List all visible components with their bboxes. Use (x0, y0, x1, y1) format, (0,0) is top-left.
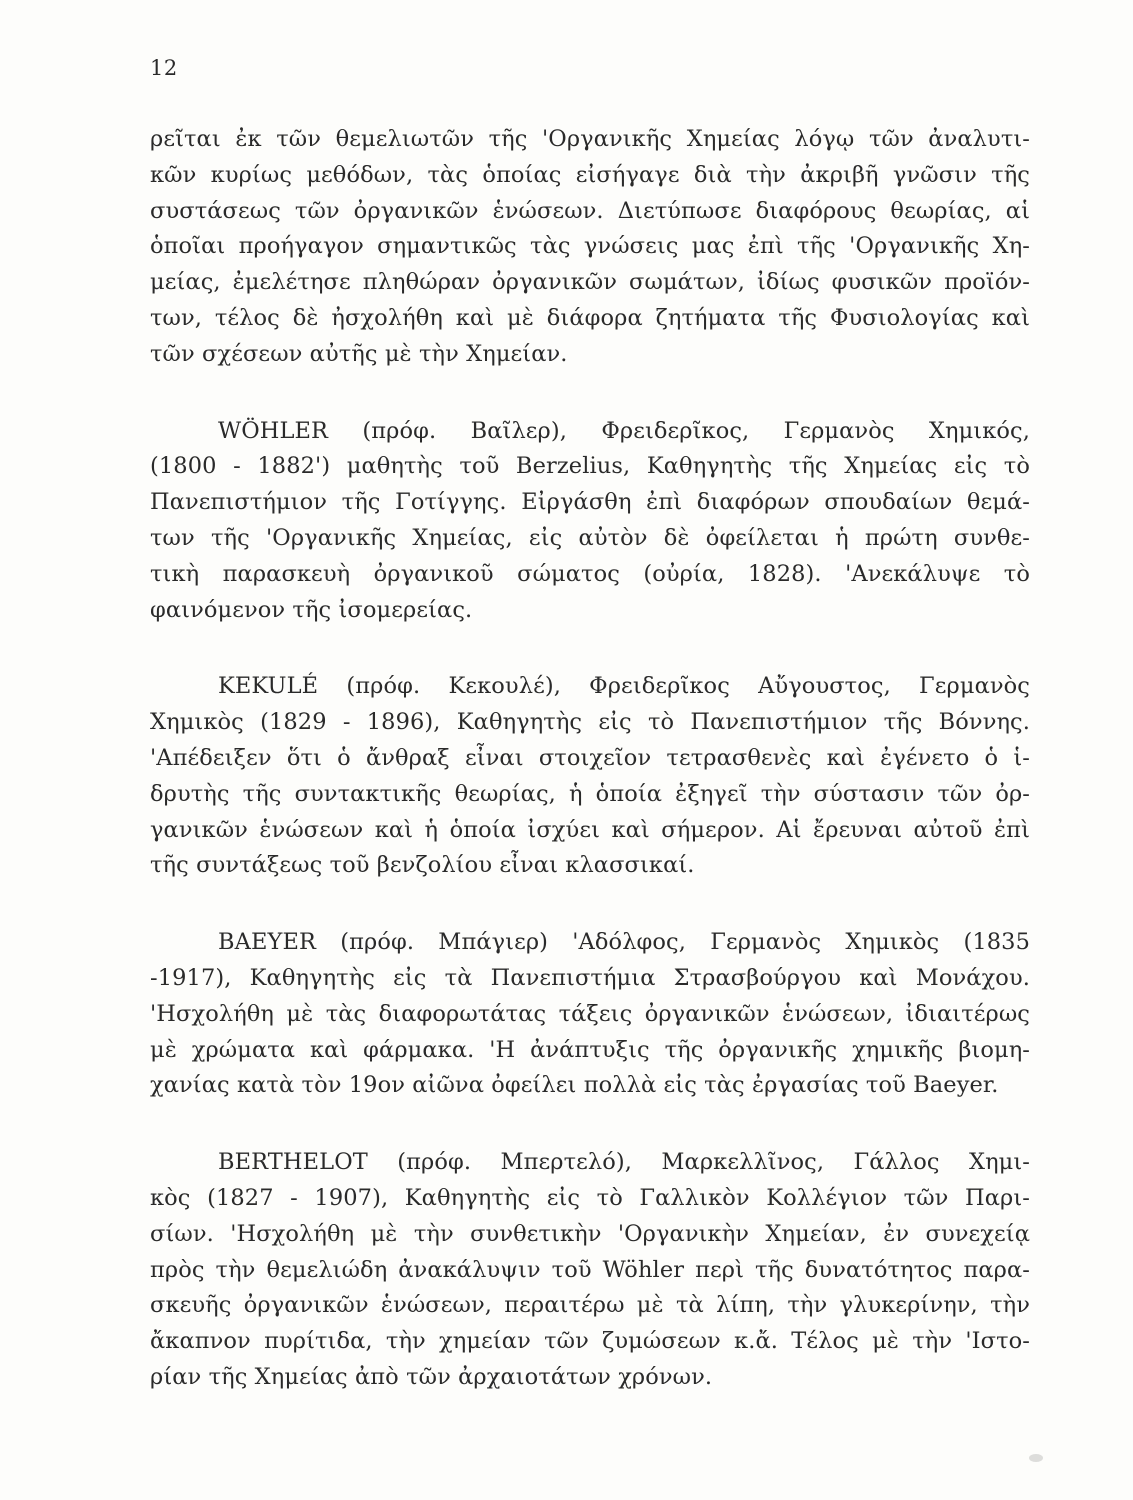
text-line: ἄκαπνον πυρίτιδα, τὴν χημείαν τῶν ζυμώσεων κ.ἄ. Τέλος μὲ τὴν 'Ιστο- (150, 1328, 1030, 1355)
text-line: Πανεπιστήμιον τῆς Γοτίγγης. Εἰργάσθη ἐπὶ διαφόρων σπουδαίων θεμά- (150, 489, 1030, 516)
text-line: KEKULÉ (πρόφ. Κεκουλέ), Φρειδερῖκος Αὔγουστος, Γερμανὸς (218, 673, 1030, 700)
text-line: τῆς συντάξεως τοῦ βενζολίου εἶναι κλασσικαί. (150, 852, 695, 879)
text-line: πρὸς τὴν θεμελιώδη ἀνακάλυψιν τοῦ Wöhler περὶ τῆς δυνατότητος παρα- (150, 1256, 1030, 1283)
text-line: ρίαν τῆς Χημείας ἀπὸ τῶν ἀρχαιοτάτων χρόνων. (150, 1363, 713, 1390)
text-line: γανικῶν ἑνώσεων καὶ ἡ ὁποία ἰσχύει καὶ σήμερον. Αἱ ἔρευναι αὐτοῦ ἐπὶ (150, 816, 1030, 843)
text-line: BAEYER (πρόφ. Μπάγιερ) 'Αδόλφος, Γερμανὸς Χημικὸς (1835 (218, 929, 1030, 956)
paragraph (150, 414, 1030, 629)
text-line: τῶν σχέσεων αὐτῆς μὲ τὴν Χημείαν. (150, 340, 568, 367)
text-line: ρεῖται ἐκ τῶν θεμελιωτῶν τῆς 'Οργανικῆς Χημείας λόγῳ τῶν ἀναλυτι- (150, 126, 1030, 152)
text-line: ὁποῖαι προήγαγον σημαντικῶς τὰς γνώσεις μας ἐπὶ τῆς 'Οργανικῆς Χη- (150, 233, 1030, 260)
text-line: των, τέλος δὲ ἠσχολήθη καὶ μὲ διάφορα ζητήματα τῆς Φυσιολογίας καὶ (150, 304, 1030, 331)
text-line: συστάσεως τῶν ὀργανικῶν ἑνώσεων. Διετύπωσε διαφόρους θεωρίας, αἱ (150, 197, 1030, 224)
page-body (150, 122, 1030, 1437)
scan-smudge (1029, 1454, 1043, 1462)
text-line: μείας, ἐμελέτησε πληθώραν ὀργανικῶν σωμάτων, ἰδίως φυσικῶν προϊόν- (150, 269, 1030, 296)
text-line: -1917), Καθηγητὴς εἰς τὰ Πανεπιστήμια Στρασβούργου καὶ Μονάχου. (150, 964, 1030, 991)
paragraph (150, 1145, 1030, 1396)
text-line: κῶν κυρίως μεθόδων, τὰς ὁποίας εἰσήγαγε διὰ τὴν ἀκριβῆ γνῶσιν τῆς (150, 161, 1030, 188)
text-line: φαινόμενον τῆς ἰσομερείας. (150, 596, 473, 623)
text-line: (1800 - 1882') μαθητὴς τοῦ Berzelius, Καθηγητὴς τῆς Χημείας εἰς τὸ (150, 453, 1030, 480)
paragraph (150, 122, 1030, 373)
text-line: τικὴ παρασκευὴ ὀργανικοῦ σώματος (οὐρία, 1828). 'Ανεκάλυψε τὸ (150, 560, 1030, 587)
text-line: σκευῆς ὀργανικῶν ἑνώσεων, περαιτέρω μὲ τὰ λίπη, τὴν γλυκερίνην, τὴν (150, 1292, 1030, 1319)
paragraph (150, 669, 1030, 884)
text-line: 'Απέδειξεν ὅτι ὁ ἄνθραξ εἶναι στοιχεῖον τετρασθενὲς καὶ ἐγένετο ὁ ἱ- (150, 744, 1030, 771)
text-line: BERTHELOT (πρόφ. Μπερτελό), Μαρκελλῖνος, Γάλλος Χημι- (218, 1149, 1030, 1176)
text-line: μὲ χρώματα καὶ φάρμακα. 'Η ἀνάπτυξις τῆς ὀργανικῆς χημικῆς βιομη- (150, 1036, 1030, 1063)
text-line: WÖHLER (πρόφ. Βαῖλερ), Φρειδερῖκος, Γερμανὸς Χημικός, (218, 417, 1030, 444)
text-line: σίων. 'Ησχολήθη μὲ τὴν συνθετικὴν 'Οργανικὴν Χημείαν, ἐν συνεχείᾳ (150, 1220, 1030, 1247)
text-line: Χημικὸς (1829 - 1896), Καθηγητὴς εἰς τὸ Πανεπιστήμιον τῆς Βόννης. (150, 709, 1030, 736)
text-line: κὸς (1827 - 1907), Καθηγητὴς εἰς τὸ Γαλλικὸν Κολλέγιον τῶν Παρι- (150, 1184, 1030, 1211)
page-number: 12 (150, 56, 178, 80)
text-line: 'Ησχολήθη μὲ τὰς διαφορωτάτας τάξεις ὀργανικῶν ἑνώσεων, ἰδιαιτέρως (150, 1000, 1030, 1027)
text-line: δρυτὴς τῆς συντακτικῆς θεωρίας, ἡ ὁποία ἐξηγεῖ τὴν σύστασιν τῶν ὀρ- (150, 780, 1030, 807)
paragraph (150, 925, 1030, 1104)
text-line: των τῆς 'Οργανικῆς Χημείας, εἰς αὐτὸν δὲ ὀφείλεται ἡ πρώτη συνθε- (150, 524, 1030, 551)
text-line: χανίας κατὰ τὸν 19ον αἰῶνα ὀφείλει πολλὰ εἰς τὰς ἐργασίας τοῦ Baeyer. (150, 1072, 999, 1099)
